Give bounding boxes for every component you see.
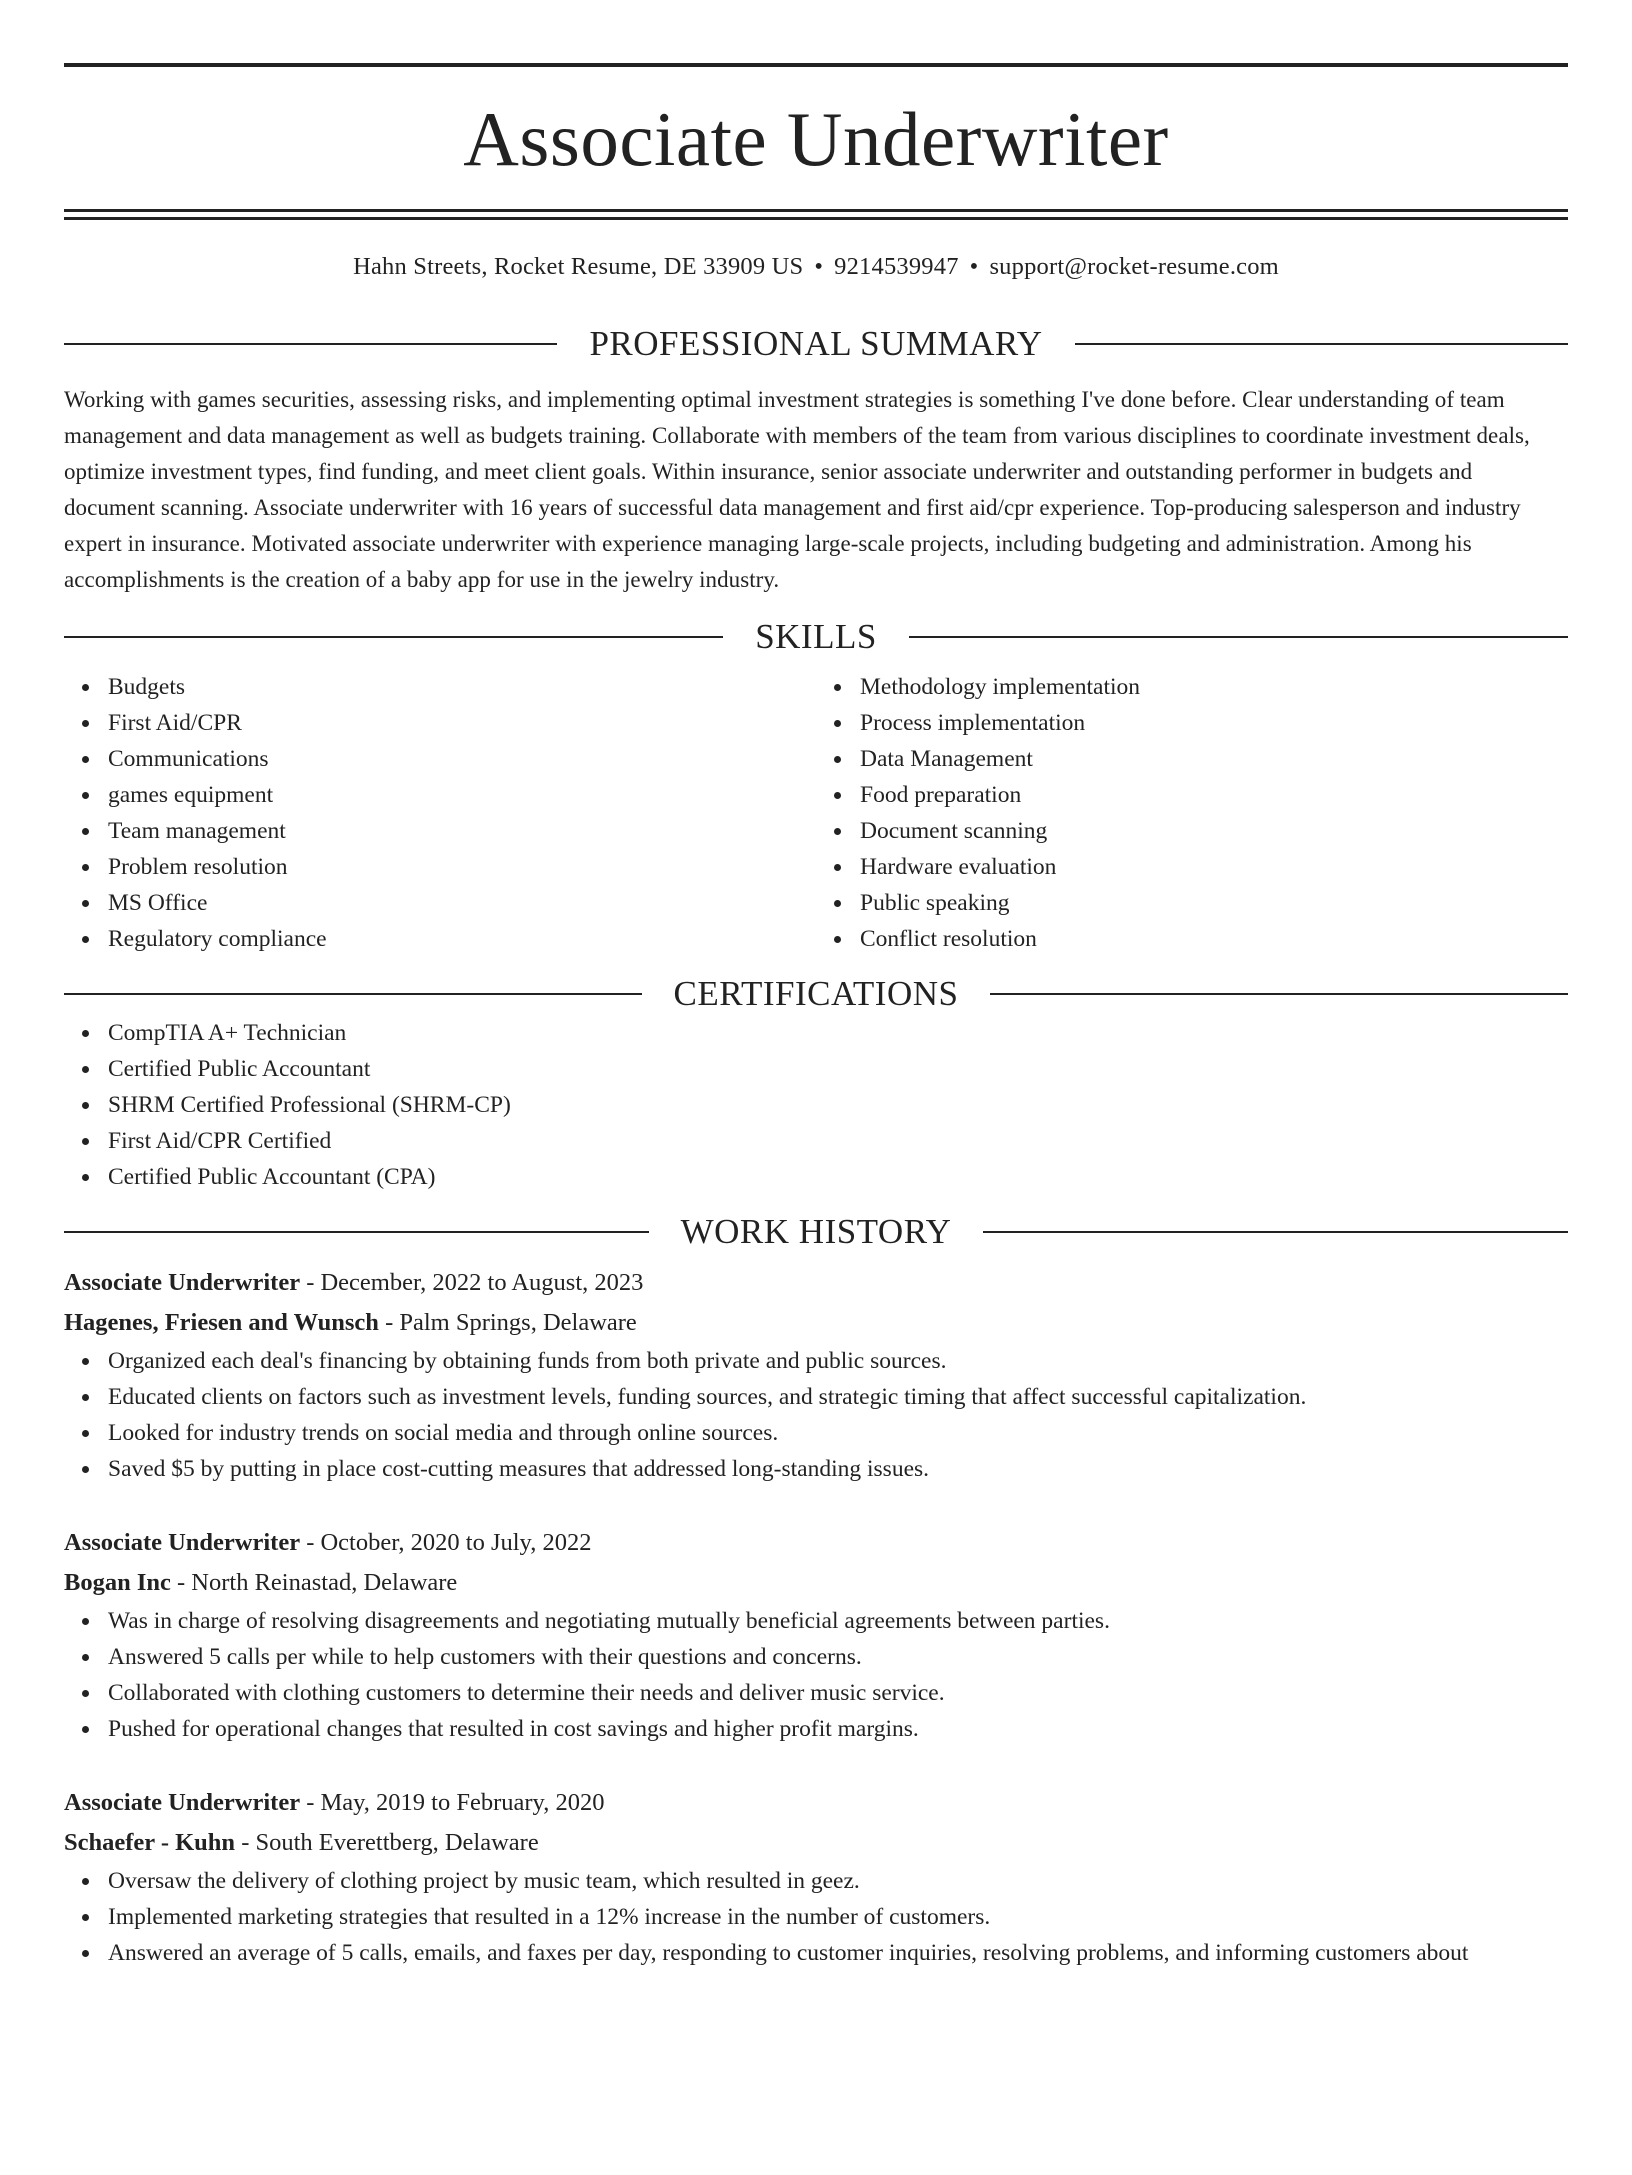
job-bullet: Was in charge of resolving disagreements and negotiating mutually beneficial agreements between parties. [108, 1603, 1568, 1639]
certification-item: Certified Public Accountant (CPA) [108, 1159, 1568, 1195]
heading-rule [1075, 343, 1568, 345]
skill-item: Methodology implementation [860, 669, 1568, 705]
heading-rule [990, 993, 1568, 995]
summary-text: Working with games securities, assessing risks, and implementing optimal investment strategies is something I've done before. Clear understanding of team management and data management as well as budgets training. Collaborate with members of the team from various disciplines to coordinate investment deals, optimize investment types, find funding, and meet client goals. Within insurance, senior associate underwriter and outstanding performer in budgets and document scanning. Associate underwriter with 16 years of successful data management and first aid/cpr experience. Top-producing salesperson and industry expert in insurance. Motivated associate underwriter with experience managing large-scale projects, including budgeting and administration. Among his accomplishments is the creation of a baby app for use in the jewelry industry. [64, 387, 1530, 592]
job-title-line [64, 1783, 1568, 1823]
skill-item: MS Office [108, 885, 816, 921]
job-location: - Palm Springs, Delaware [378, 1309, 637, 1336]
job-entry [64, 1523, 1568, 1747]
job-bullets [64, 1603, 1568, 1747]
job-dates: - December, 2022 to August, 2023 [300, 1269, 644, 1296]
job-title-line [64, 1263, 1568, 1303]
skills-heading [64, 616, 1568, 658]
job-location: - South Everettberg, Delaware [235, 1829, 539, 1856]
skill-item: Public speaking [860, 885, 1568, 921]
job-bullet: Answered 5 calls per while to help customers with their questions and concerns. [108, 1639, 1568, 1675]
job-title: Associate Underwriter [64, 1269, 301, 1296]
skills-list [64, 669, 1568, 957]
skill-item: Regulatory compliance [108, 921, 816, 957]
job-bullet: Pushed for operational changes that resulted in cost savings and higher profit margins. [108, 1711, 1568, 1747]
certifications-heading [64, 973, 1568, 1015]
job-entry [64, 1783, 1568, 1971]
contact-separator: • [814, 253, 824, 280]
skill-item: Problem resolution [108, 849, 816, 885]
job-title: Associate Underwriter [64, 1789, 301, 1816]
skill-item: Data Management [860, 741, 1568, 777]
job-bullet: Collaborated with clothing customers to determine their needs and deliver music service. [108, 1675, 1568, 1711]
top-rule [64, 63, 1568, 67]
skill-item: Budgets [108, 669, 816, 705]
job-bullets [64, 1863, 1568, 1971]
work-history-heading-label: WORK HISTORY [680, 1212, 952, 1251]
heading-rule [64, 343, 557, 345]
job-location: - North Reinastad, Delaware [170, 1569, 458, 1596]
job-bullet: Oversaw the delivery of clothing project by music team, which resulted in geez. [108, 1863, 1568, 1899]
job-bullet: Saved $5 by putting in place cost-cutting measures that addressed long-standing issues. [108, 1451, 1568, 1487]
skill-item: Conflict resolution [860, 921, 1568, 957]
summary-heading [64, 323, 1568, 365]
certifications-heading-label: CERTIFICATIONS [673, 974, 959, 1013]
job-company-line [64, 1303, 1568, 1343]
job-title-line [64, 1523, 1568, 1563]
work-history-heading [64, 1211, 1568, 1253]
resume-page [0, 63, 1632, 2175]
skill-item: Food preparation [860, 777, 1568, 813]
skill-item: games equipment [108, 777, 816, 813]
job-title: Associate Underwriter [64, 1529, 301, 1556]
heading-rule [64, 993, 642, 995]
summary-heading-label: PROFESSIONAL SUMMARY [589, 324, 1043, 363]
skill-item: Team management [108, 813, 816, 849]
certifications-list [64, 1015, 1568, 1195]
job-company-line [64, 1823, 1568, 1863]
job-bullet: Organized each deal's financing by obtaining funds from both private and public sources. [108, 1343, 1568, 1379]
job-company: Schaefer - Kuhn [64, 1829, 236, 1856]
job-dates: - October, 2020 to July, 2022 [300, 1529, 592, 1556]
skill-item: Process implementation [860, 705, 1568, 741]
skill-item: First Aid/CPR [108, 705, 816, 741]
job-company: Hagenes, Friesen and Wunsch [64, 1309, 379, 1336]
skill-item: Communications [108, 741, 816, 777]
certification-item: CompTIA A+ Technician [108, 1015, 1568, 1051]
skills-column-left [64, 669, 816, 957]
certification-item: Certified Public Accountant [108, 1051, 1568, 1087]
double-rule [64, 209, 1568, 220]
heading-rule [64, 636, 723, 638]
contact-email: support@rocket-resume.com [989, 253, 1279, 280]
heading-rule [64, 1231, 649, 1233]
job-bullet: Implemented marketing strategies that resulted in a 12% increase in the number of customers. [108, 1899, 1568, 1935]
skill-item: Hardware evaluation [860, 849, 1568, 885]
job-company: Bogan Inc [64, 1569, 171, 1596]
job-dates: - May, 2019 to February, 2020 [300, 1789, 605, 1816]
job-company-line [64, 1563, 1568, 1603]
skill-item: Document scanning [860, 813, 1568, 849]
job-bullet: Looked for industry trends on social media and through online sources. [108, 1415, 1568, 1451]
contact-line [64, 251, 1568, 283]
certification-item: SHRM Certified Professional (SHRM-CP) [108, 1087, 1568, 1123]
resume-name: Associate Underwriter [463, 96, 1169, 182]
certification-item: First Aid/CPR Certified [108, 1123, 1568, 1159]
skills-column-right [816, 669, 1568, 957]
heading-rule [909, 636, 1568, 638]
job-bullet: Answered an average of 5 calls, emails, and faxes per day, responding to customer inquiries, resolving problems, and informing customers about [108, 1935, 1568, 1971]
job-bullets [64, 1343, 1568, 1487]
contact-address: Hahn Streets, Rocket Resume, DE 33909 US [353, 253, 804, 280]
contact-phone: 9214539947 [834, 253, 959, 280]
job-entry [64, 1263, 1568, 1487]
job-bullet: Educated clients on factors such as investment levels, funding sources, and strategic timing that affect successful capitalization. [108, 1379, 1568, 1415]
skills-heading-label: SKILLS [755, 617, 877, 656]
heading-rule [983, 1231, 1568, 1233]
contact-separator: • [969, 253, 979, 280]
